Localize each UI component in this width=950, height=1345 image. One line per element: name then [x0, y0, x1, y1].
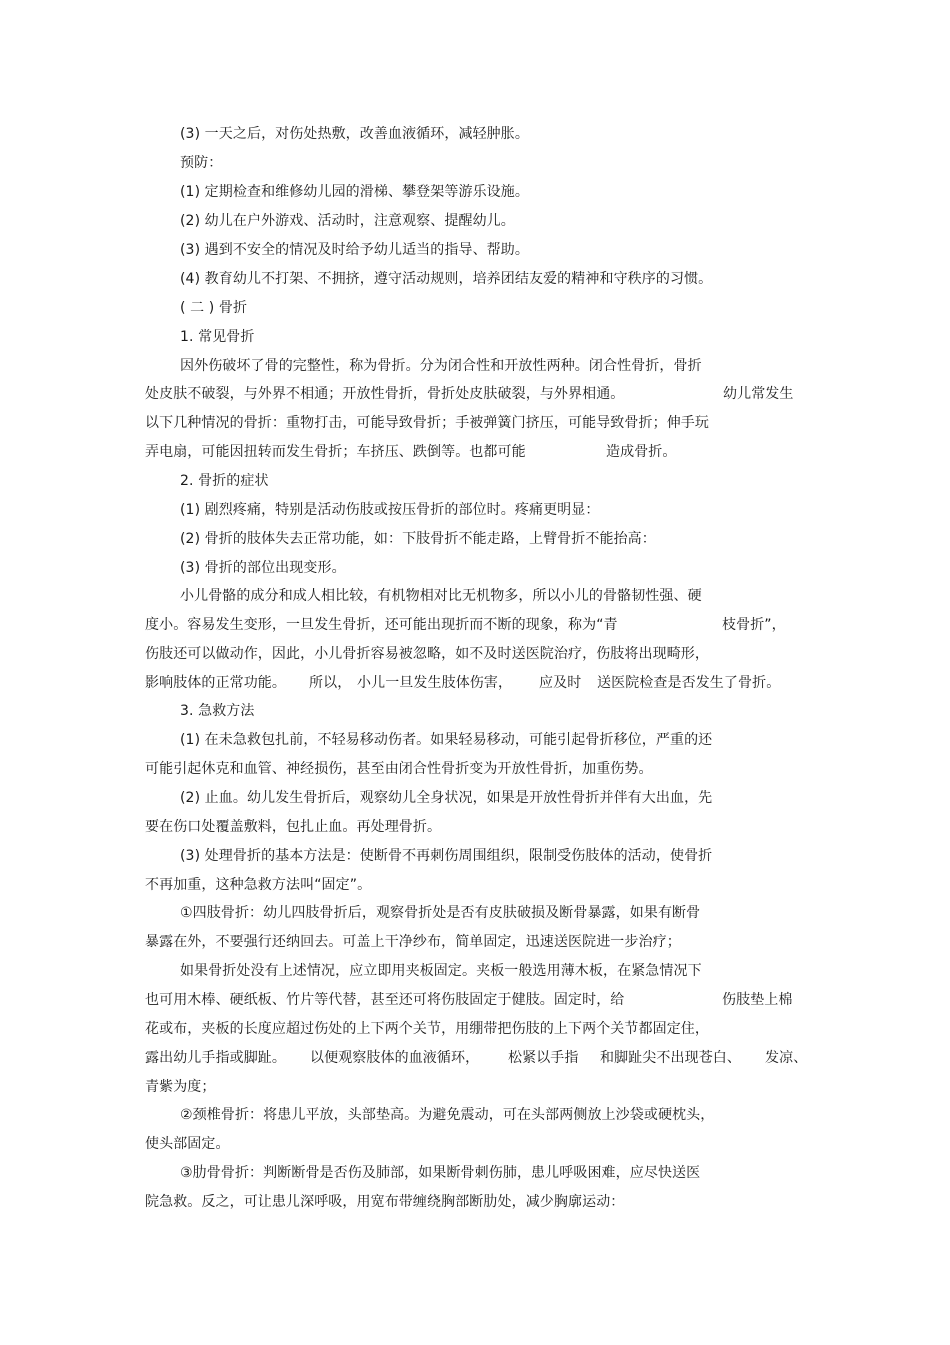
text-line: ②颈椎骨折：将患儿平放，头部垫高。为避免震动，可在头部两侧放上沙袋或硬枕头，	[180, 1107, 715, 1123]
text-line: 花或布，夹板的长度应超过伤处的上下两个关节，用绷带把伤肢的上下两个关节都固定住，	[145, 1021, 709, 1037]
text-line: 要在伤口处覆盖敷料，包扎止血。再处理骨折。	[145, 819, 442, 835]
text-line: (3) 一天之后，对伤处热敷，改善血液循环，减轻肿胀。	[180, 126, 529, 142]
text-line: (2) 幼儿在户外游戏、活动时，注意观察、提醒幼儿。	[180, 213, 515, 229]
text-line: 应及时	[539, 675, 582, 691]
text-line: (1) 定期检查和维修幼儿园的滑梯、攀登架等游乐设施。	[180, 184, 529, 200]
subsection-heading: 3. 急救方法	[180, 703, 255, 719]
text-line: (3) 处理骨折的基本方法是：使断骨不再刺伤周围组织，限制受伤肢体的活动，使骨折	[180, 848, 713, 864]
text-line: 以下几种情况的骨折：重物打击，可能导致骨折；手被弹簧门挤压，可能导致骨折；伸手玩	[145, 415, 709, 431]
text-line: 幼儿常发生	[723, 386, 794, 402]
text-line: (1) 在未急救包扎前，不轻易移动伤者。如果轻易移动，可能引起骨折移位，严重的还	[180, 732, 713, 748]
text-line: 青紫为度；	[145, 1079, 216, 1095]
text-line: 预防：	[180, 155, 223, 171]
text-line: (2) 止血。幼儿发生骨折后，观察幼儿全身状况，如果是开放性骨折并伴有大出血，先	[180, 790, 713, 806]
text-line: 使头部固定。	[145, 1136, 230, 1152]
text-line: 小儿一旦发生肢体伤害，	[357, 675, 513, 691]
text-line: 暴露在外，不要强行还纳回去。可盖上干净纱布，简单固定，迅速送医院进一步治疗；	[145, 934, 681, 950]
text-line: 不再加重，这种急救方法叫“固定”。	[145, 877, 372, 893]
subsection-heading: 1. 常见骨折	[180, 329, 255, 345]
text-line: 伤肢还可以做动作，因此，小儿骨折容易被忽略，如不及时送医院治疗，伤肢将出现畸形，	[145, 646, 709, 662]
text-line: 伤肢垫上棉	[722, 992, 793, 1008]
text-line: 造成骨折。	[606, 444, 677, 460]
text-line: 所以，	[309, 675, 352, 691]
section-heading: ( 二 ) 骨折	[180, 300, 248, 316]
text-line: 小儿骨骼的成分和成人相比较，有机物相对比无机物多，所以小儿的骨骼韧性强、硬	[180, 588, 702, 604]
text-line: 也可用木棒、硬纸板、竹片等代替，甚至还可将伤肢固定于健肢。固定时，给	[145, 992, 625, 1008]
text-line: ①四肢骨折：幼儿四肢骨折后，观察骨折处是否有皮肤破损及断骨暴露，如果有断骨	[180, 905, 701, 921]
text-line: 和脚趾尖不出现苍白、	[600, 1050, 741, 1066]
text-line: (3) 骨折的部位出现变形。	[180, 560, 346, 576]
text-line: (1) 剧烈疼痛，特别是活动伤肢或按压骨折的部位时。疼痛更明显：	[180, 502, 600, 518]
text-line: 如果骨折处没有上述情况，应立即用夹板固定。夹板一般选用薄木板，在紧急情况下	[180, 963, 702, 979]
text-line: 松紧以手指	[508, 1050, 579, 1066]
text-line: (2) 骨折的肢体失去正常功能，如：下肢骨折不能走路，上臂骨折不能抬高：	[180, 531, 656, 547]
text-line: 发凉、	[765, 1050, 808, 1066]
subsection-heading: 2. 骨折的症状	[180, 473, 269, 489]
text-line: 以便观察肢体的血液循环，	[310, 1050, 480, 1066]
text-line: 院急救。反之，可让患儿深呼吸，用宽布带缠绕胸部断肋处，减少胸廓运动：	[145, 1194, 625, 1210]
text-line: 影响肢体的正常功能。	[145, 675, 286, 691]
text-line: (4) 教育幼儿不打架、不拥挤，遵守活动规则，培养团结友爱的精神和守秩序的习惯。	[180, 271, 713, 287]
text-line: 送医院检查是否发生了骨折。	[597, 675, 781, 691]
text-line: 处皮肤不破裂，与外界不相通；开放性骨折，骨折处皮肤破裂，与外界相通。	[145, 386, 625, 402]
text-line: 因外伤破坏了骨的完整性，称为骨折。分为闭合性和开放性两种。闭合性骨折，骨折	[180, 358, 702, 374]
text-line: (3) 遇到不安全的情况及时给予幼儿适当的指导、帮助。	[180, 242, 529, 258]
text-line: 露出幼儿手指或脚趾。	[145, 1050, 286, 1066]
text-line: 弄电扇，可能因扭转而发生骨折；车挤压、跌倒等。也都可能	[145, 444, 526, 460]
text-line: 枝骨折”，	[722, 617, 786, 633]
text-line: 度小。容易发生变形，一旦发生骨折，还可能出现折而不断的现象，称为“青	[145, 617, 618, 633]
text-line: 可能引起休克和血管、神经损伤，甚至由闭合性骨折变为开放性骨折，加重伤势。	[145, 761, 653, 777]
text-line: ③肋骨骨折：判断断骨是否伤及肺部，如果断骨刺伤肺，患儿呼吸困难，应尽快送医	[180, 1165, 701, 1181]
